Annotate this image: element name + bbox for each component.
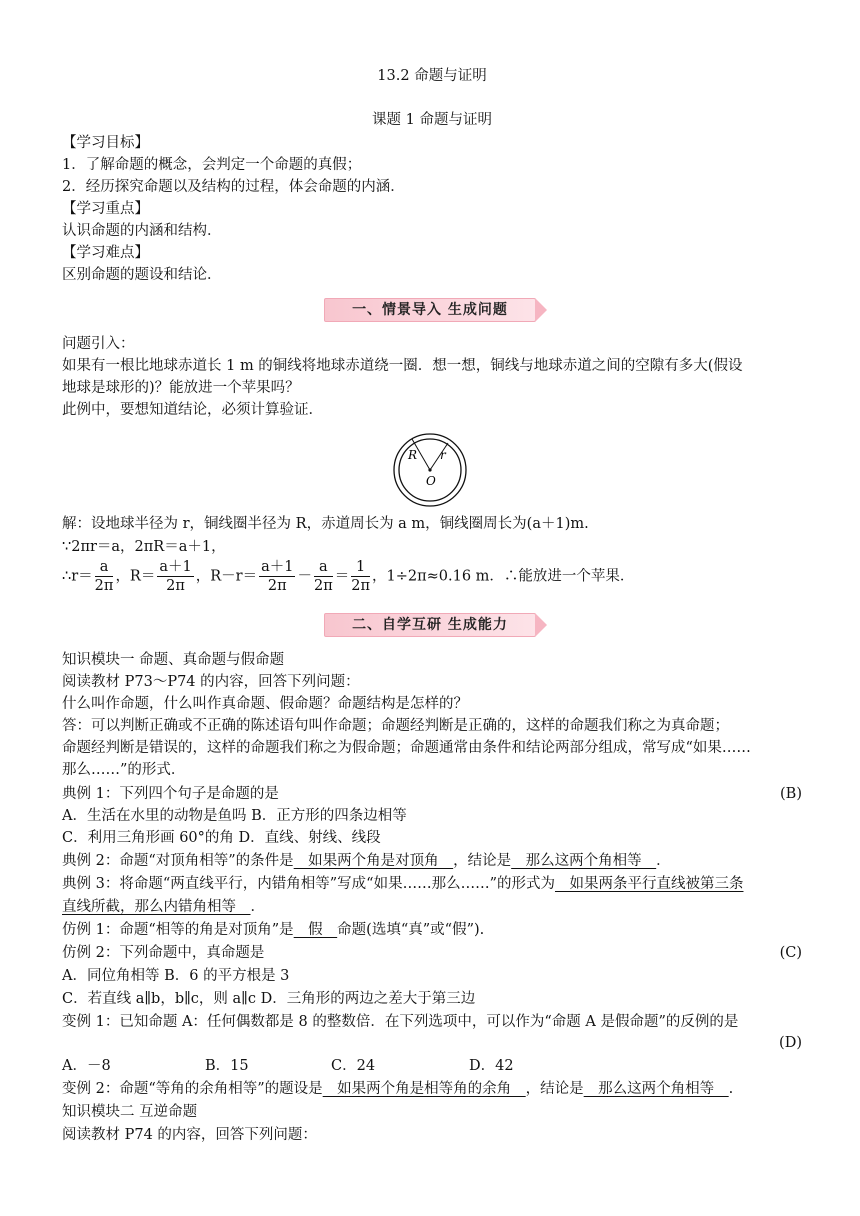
label-r: r (440, 448, 446, 462)
variant-1-option-d: D．42 (469, 1058, 514, 1074)
example-1-options-ab: A．生活在水里的动物是鱼吗 B．正方形的四条边相等 (62, 808, 407, 824)
example-2: 典例 2：命题“对顶角相等”的条件是 如果两个角是对顶角 ，结论是 那么这两个角相等 ． (62, 853, 671, 869)
imitation-2-answer: (C) (779, 945, 802, 961)
sol3-text-5: ＝ (334, 568, 350, 585)
sol3-text-1: ∴r＝ (62, 568, 93, 585)
lesson-subtitle: 课题 1 命题与证明 (372, 112, 492, 128)
module-1-reading: 阅读教材 P73～P74 的内容，回答下列问题： (62, 674, 360, 690)
fraction-a-over-2pi: $\frac{a}{2\pi}$ (94, 559, 114, 594)
label-O: O (426, 474, 436, 488)
example-1-answer: (B) (780, 786, 802, 802)
difficulty-text: 区别命题的题设和结论． (62, 267, 222, 283)
example-2-blank-conclusion: 那么这两个角相等 (511, 853, 657, 869)
fraction-1-over-2pi: $\frac{1}{2\pi}$ (351, 559, 370, 594)
intro-question-3: 此例中，要想知道结论，必须计算验证． (62, 402, 323, 418)
fraction-a1-over-2pi-b: $\frac{a+1}{2\pi}$ (261, 559, 294, 594)
goal-2: 2．经历探究命题以及结构的过程，体会命题的内涵． (62, 179, 405, 195)
key-header: 【学习重点】 (62, 201, 149, 217)
sol3-text-6: ，1÷2π≈0.16 m．∴能放进一个苹果． (372, 568, 635, 585)
module-2-reading: 阅读教材 P74 的内容，回答下列问题： (62, 1127, 317, 1143)
variant-1-question: 变例 1：已知命题 A：任何偶数都是 8 的整数倍．在下列选项中，可以作为“命题 A 是假命题”的反例的是 (62, 1014, 739, 1030)
imitation-2-question: 仿例 2：下列命题中，真命题是 (62, 945, 265, 961)
example-2-blank-condition: 如果两个角是对顶角 (293, 853, 454, 869)
goals-header: 【学习目标】 (62, 135, 149, 151)
variant-1-option-b: B．15 (205, 1058, 249, 1074)
example-3-line-1: 典例 3：将命题“两直线平行，内错角相等”写成“如果……那么……”的形式为 如果两条平行直线被第三条 (62, 876, 744, 892)
center-point (428, 468, 431, 471)
module-1-title: 知识模块一 命题、真命题与假命题 (62, 652, 285, 668)
module-2-title: 知识模块二 互逆命题 (62, 1104, 198, 1120)
intro-question-2: 地球是球形的)？能放进一个苹果吗？ (62, 380, 300, 396)
imitation-1: 仿例 1：命题“相等的角是对顶角”是 假 命题(选填“真”或“假”). (62, 922, 485, 938)
solution-line-3 (62, 558, 634, 595)
example-3-blank-part-2: 直线所截，那么内错角相等 (62, 899, 251, 915)
label-R: R (408, 448, 418, 462)
variant-1-option-c: C．24 (331, 1058, 376, 1074)
example-3-line-2: 直线所截，那么内错角相等 ． (62, 899, 265, 915)
variant-2: 变例 2：命题“等角的余角相等”的题设是 如果两个角是相等角的余角 ，结论是 那么这两个角相等 . (62, 1081, 734, 1097)
sol3-text-2: ，R＝ (115, 568, 156, 585)
variant-2-blank-hypothesis: 如果两个角是相等角的余角 (322, 1081, 526, 1097)
example-1-options-cd: C．利用三角形画 60°的角 D．直线、射线、线段 (62, 830, 381, 846)
circle-figure (392, 430, 472, 510)
imitation-2-options-cd: C．若直线 a∥b，b∥c，则 a∥c D．三角形的两边之差大于第三边 (62, 991, 476, 1007)
fraction-a-over-2pi-b: $\frac{a}{2\pi}$ (313, 559, 333, 594)
variant-2-blank-conclusion: 那么这两个角相等 (583, 1081, 729, 1097)
module-1-question: 什么叫作命题，什么叫作真命题、假命题？命题结构是怎样的？ (62, 696, 468, 712)
section-banner-1: 一、情景导入 生成问题 (324, 298, 536, 322)
key-text: 认识命题的内涵和结构． (62, 223, 222, 239)
example-1-question: 典例 1：下列四个句子是命题的是 (62, 786, 279, 802)
imitation-1-blank: 假 (293, 922, 338, 938)
goal-1: 1．了解命题的概念，会判定一个命题的真假； (62, 157, 362, 173)
fraction-a1-over-2pi: $\frac{a+1}{2\pi}$ (159, 559, 192, 594)
page-title: 13.2 命题与证明 (377, 68, 487, 84)
intro-question-1: 如果有一根比地球赤道长 1 m 的铜线将地球赤道绕一圈．想一想，铜线与地球赤道之间的空隙有多大(假设 (62, 358, 743, 374)
section-banner-2: 二、自学互研 生成能力 (324, 613, 536, 637)
example-3-blank-part-1: 如果两条平行直线被第三条 (554, 876, 744, 892)
solution-line-1: 解：设地球半径为 r，铜线圈半径为 R，赤道周长为 a m，铜线圈周长为(a＋1)m. (62, 516, 589, 532)
solution-line-2: ∵2πr＝a，2πR＝a＋1， (62, 539, 226, 555)
imitation-2-options-ab: A．同位角相等 B．6 的平方根是 3 (62, 968, 290, 984)
difficulty-header: 【学习难点】 (62, 245, 149, 261)
module-1-answer-3: 那么……”的形式． (62, 762, 186, 778)
intro-label: 问题引入： (62, 336, 135, 352)
sol3-text-3: ，R－r＝ (195, 568, 258, 585)
variant-1-option-a: A．－8 (62, 1058, 111, 1074)
variant-1-answer: (D) (779, 1035, 802, 1051)
module-1-answer-1: 答：可以判断正确或不正确的陈述语句叫作命题；命题经判断是正确的，这样的命题我们称之为真命题； (62, 718, 729, 734)
module-1-answer-2: 命题经判断是错误的，这样的命题我们称之为假命题；命题通常由条件和结论两部分组成，常写成“如果…… (62, 740, 751, 756)
sol3-text-4: － (297, 568, 312, 585)
